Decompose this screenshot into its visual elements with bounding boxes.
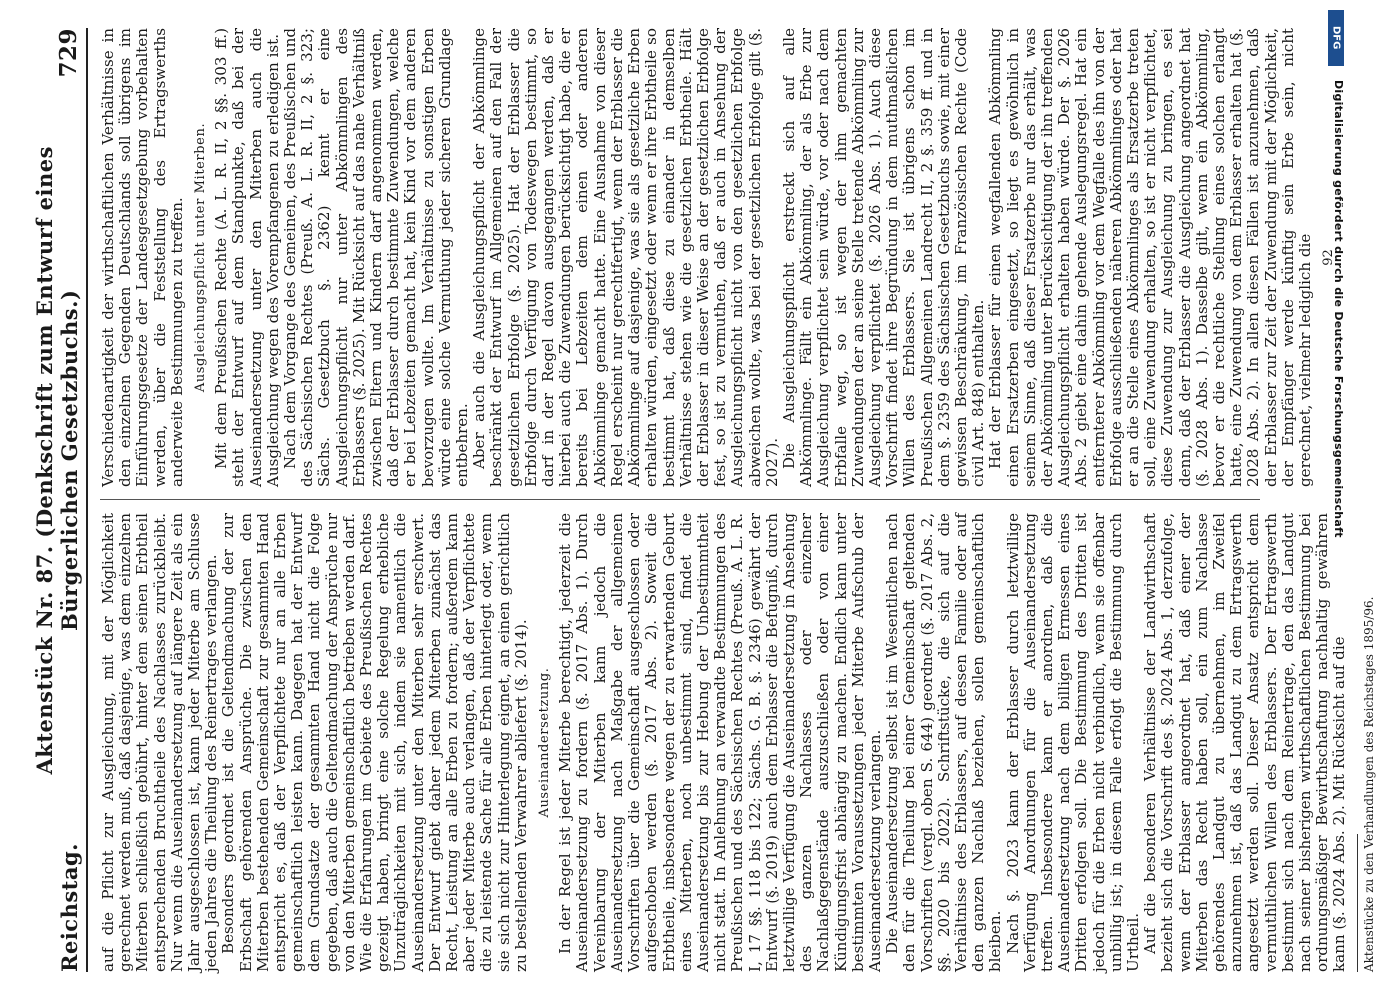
footnote-rule (1357, 834, 1358, 972)
left-column (99, 513, 1376, 972)
footnote: Aktenstücke zu den Verhandlungen des Reichstages 1895/96. (1361, 596, 1376, 972)
paragraph: Nach dem Vorgange des Gemeinen, des Preußischen und des Sächsischen Rechtes (Preuß. A. L. R. II, 2 §. 323; Sächs. Gesetzbuch §. 2362) kennt er eine Ausgleichungspflicht nur unter Abkömmlingen des Erblassers (§. 2025). Mit Rücksicht auf das nahe Verhältniß zwischen Eltern und Kindern darf angenommen werden, daß der Erblasser durch bestimmte Zuwendungen, welche er bei Lebzeiten gemacht hat, kein Kind vor dem anderen bevorzugen wollte. Im Verhältnisse zu sonstigen Erben würde eine solche Vermuthung jeder sicheren Grundlage entbehren. (281, 28, 472, 487)
digitization-credit (1327, 10, 1345, 990)
column-divider (100, 499, 1260, 500)
paragraph: Mit dem Preußischen Rechte (A. L. R. II, 2 §§. 303 ff.) steht der Entwurf auf dem Standpunkte, daß bei der Auseinandersetzung unter den Miterben auch die Ausgleichung wegen des Vorempfangenen zu erledigen ist. (212, 28, 282, 487)
page-number: 729 (55, 28, 82, 78)
paragraph: Die Ausgleichungspflicht erstreckt sich auf alle Abkömmlinge. Fällt ein Abkömmling, der als Erbe zur Ausgleichung verpflichtet sein würde, vor oder nach dem Erbfalle weg, so ist wegen der ihm gemachten Zuwendungen der an seine Stelle tretende Abkömmling zur Ausgleichung verpflichtet (§. 2026 Abs. 1). Auch diese Vorschrift findet ihre Begründung in dem muthmaßlichen Willen des Erblassers. Sie ist übrigens schon im Preußischen Allgemeinen Landrecht II, 2 §. 359 ff. und in dem §. 2359 des Sächsischen Gesetzbuchs sowie, mit einer gewissen Beschränkung, im Französischen Rechte (Code civil Art. 848) enthalten. (779, 28, 988, 487)
column-number: 92 (1321, 249, 1337, 266)
header-left: Reichstag. (57, 843, 82, 972)
paragraph: Die Auseinandersetzung selbst ist im Wesentlichen nach den für die Theilung bei einer Gemeinschaft geltenden Vorschriften (vergl. oben S. 644) geordnet (§. 2017 Abs. 2, §§. 2020 bis 2022). Schriftstücke, die sich auf die Verhältnisse des Erblassers, auf dessen Familie oder auf den ganzen Nachlaß beziehen, sollen gemeinschaftlich bleiben. (883, 513, 1005, 972)
paragraph: Auf die besonderen Verhältnisse der Landwirthschaft bezieht sich die Vorschrift des §. 2024 Abs. 1, derzufolge, wenn der Erblasser angeordnet hat, daß einer der Miterben das Recht haben soll, ein zum Nachlasse gehörendes Landgut zu übernehmen, im Zweifel anzunehmen ist, daß das Landgut zu dem Ertragswerth angesetzt werden soll. Dieser Ansatz entspricht dem vermuthlichen Willen des Erblassers. Der Ertragswerth bestimmt sich nach dem Reinertrage, den das Landgut nach seiner bisherigen wirthschaftlichen Bestimmung bei ordnungsmäßiger Bewirthschaftung nachhaltig gewähren kann (§. 2024 Abs. 2). Mit Rücksicht auf die (1141, 513, 1349, 972)
paragraph: auf die Pflicht zur Ausgleichung, mit der Möglichkeit gerechnet werden muß, daß dasjenige, was dem einzelnen Miterben schließlich gebührt, hinter dem seinen Erbtheil entsprechenden Bruchtheile des Nachlasses zurückbleibt. Nur wenn die Auseinandersetzung auf längere Zeit als ein Jahr ausgeschlossen ist, kann jeder Miterbe am Schlusse jeden Jahres die Theilung des Reinertrages verlangen. (99, 513, 221, 972)
credit-text: Digitalisierung gefördert durch die Deutsche Forschungsgemeinschaft (1332, 80, 1345, 538)
paragraph: Hat der Erblasser für einen wegfallenden Abkömmling einen Ersatzerben eingesetzt, so liegt es gewöhnlich in seinem Sinne, daß dieser Ersatzerbe nur das erhält, was der Abkömmling unter Berücksichtigung der ihn treffenden Ausgleichungspflicht erhalten haben würde. Der §. 2026 Abs. 2 giebt eine dahin gehende Auslegungsregel. Hat ein entfernterer Abkömmling vor dem Wegfalle des ihn von der Erbfolge ausschließenden näheren Abkömmlinges oder hat er an die Stelle eines Abkömmlinges als Ersatzerbe treten soll, eine Zuwendung erhalten, so ist er nicht verpflichtet, diese Zuwendung zur Ausgleichung zu bringen, es sei denn, daß der Erblasser die Ausgleichung angeordnet hat (§. 2028 Abs. 1). Dasselbe gilt, wenn ein Abkömmling, bevor er die rechtliche Stellung eines solchen erlangt hatte, eine Zuwendung von dem Erblasser erhalten hat (§. 2028 Abs. 2). In allen diesen Fällen ist anzunehmen, daß der Erblasser zur Zeit der Zuwendung mit der Möglichkeit, der Empfänger werde künftig sein Erbe sein, nicht gerechnet, vielmehr lediglich die (986, 28, 1315, 487)
paragraph: Verschiedenartigkeit der wirthschaftlichen Verhältnisse in den einzelnen Gegenden Deutschlands soll übrigens im Einführungsgesetze der Landesgesetzgebung vorbehalten werden, über die Feststellung des Ertragswerths anderweite Bestimmungen zu treffen. (99, 28, 186, 487)
paragraph: Nach §. 2023 kann der Erblasser durch letztwillige Verfügung Anordnungen für die Auseinandersetzung treffen. Insbesondere kann er anordnen, daß die Auseinandersetzung nach dem billigen Ermessen eines Dritten erfolgen soll. Die Bestimmung des Dritten ist jedoch für die Erben nicht verbindlich, wenn sie offenbar unbillig ist; in diesem Falle erfolgt die Bestimmung durch Urtheil. (1003, 513, 1142, 972)
dfg-logo: DFG (1328, 10, 1344, 66)
paragraph: Besonders geordnet ist die Geltendmachung der zur Erbschaft gehörenden Ansprüche. Die zwischen den Miterben bestehenden Gemeinschaft zur gesammten Hand entspricht es, daß der Verpflichtete nur an alle Erben gemeinschaftlich leisten kann. Dagegen hat der Entwurf dem Grundsatze der gesammten Hand nicht die Folge gegeben, daß auch die Geltendmachung der Ansprüche nur von den Miterben gemeinschaftlich betrieben werden darf. Wie die Erfahrungen im Gebiete des Preußischen Rechtes gezeigt haben, bringt eine solche Regelung erhebliche Unzuträglichkeiten mit sich, indem sie namentlich die Auseinandersetzung unter den Miterben sehr erschwert. Der Entwurf giebt daher jedem Miterben zunächst das Recht, Leistung an alle Erben zu fordern; außerdem kann aber jeder Miterbe auch verlangen, daß der Verpflichtete die zu leistende Sache für alle Erben hinterlegt oder, wenn sie sich nicht zur Hinterlegung eignet, an einen gerichtlich zu bestellenden Verwahrer abliefert (§. 2014). (219, 513, 530, 972)
paragraph: Aber auch die Ausgleichungspflicht der Abkömmlinge beschränkt der Entwurf im Allgemeinen auf den Fall der gesetzlichen Erbfolge (§. 2025). Hat der Erblasser die Erbfolge durch Verfügung von Todeswegen bestimmt, so darf in der Regel davon ausgegangen werden, daß er hierbei auch die Zuwendungen berücksichtigt habe, die er bereits bei Lebzeiten dem einen oder anderen Abkömmlinge gemacht hatte. Eine Ausnahme von dieser Regel erscheint nur gerechtfertigt, wenn der Erblasser die Abkömmlinge auf dasjenige, was sie als gesetzliche Erben erhalten würden, eingesetzt oder wenn er ihre Erbtheile so bestimmt hat, daß diese zu einander in demselben Verhältnisse stehen wie die gesetzlichen Erbtheile. Hält der Erblasser in dieser Weise an der gesetzlichen Erbfolge fest, so ist zu vermuthen, daß er auch in Ansehung der Ausgleichungspflicht nicht von den gesetzlichen Erbfolge abweichen wollte, was bei der gesetzlichen Erbfolge gilt (§. 2027). (470, 28, 781, 487)
page-header (32, 28, 88, 972)
header-title: Aktenstück Nr. 87. (Denkschrift zum Entwurf eines Bürgerlichen Gesetzbuchs.) (32, 146, 82, 775)
section-heading: Ausgleichungspflicht unter Miterben. (193, 122, 209, 393)
paragraph: In der Regel ist jeder Miterbe berechtigt, jederzeit die Auseinandersetzung zu fordern (§. 2017 Abs. 1). Durch Vereinbarung der Miterben kann jedoch die Auseinandersetzung nach Maßgabe der allgemeinen Vorschriften über die Gemeinschaft ausgeschlossen oder aufgeschoben werden (§. 2017 Abs. 2). Soweit die Erbtheile, insbesondere wegen der zu erwartenden Geburt eines Miterben, noch unbestimmt sind, findet die Auseinandersetzung bis zur Hebung der Unbestimmtheit nicht statt. In Anlehnung an verwandte Bestimmungen des Preußischen und des Sächsischen Rechtes (Preuß. A. L. R. I, 17 §§. 118 bis 122; Sächs. G. B. §. 2346) gewährt der Entwurf (§. 2019) auch dem Erblasser die Befugniß, durch letztwillige Verfügung die Auseinandersetzung in Ansehung des ganzen Nachlasses oder einzelner Nachlaßgegenstände auszuschließen oder von einer Kündigungsfrist abhängig zu machen. Endlich kann unter bestimmten Voraussetzungen jeder Miterbe Aufschub der Auseinandersetzung verlangen. (556, 513, 884, 972)
section-heading: Auseinandersetzung. (537, 667, 553, 818)
